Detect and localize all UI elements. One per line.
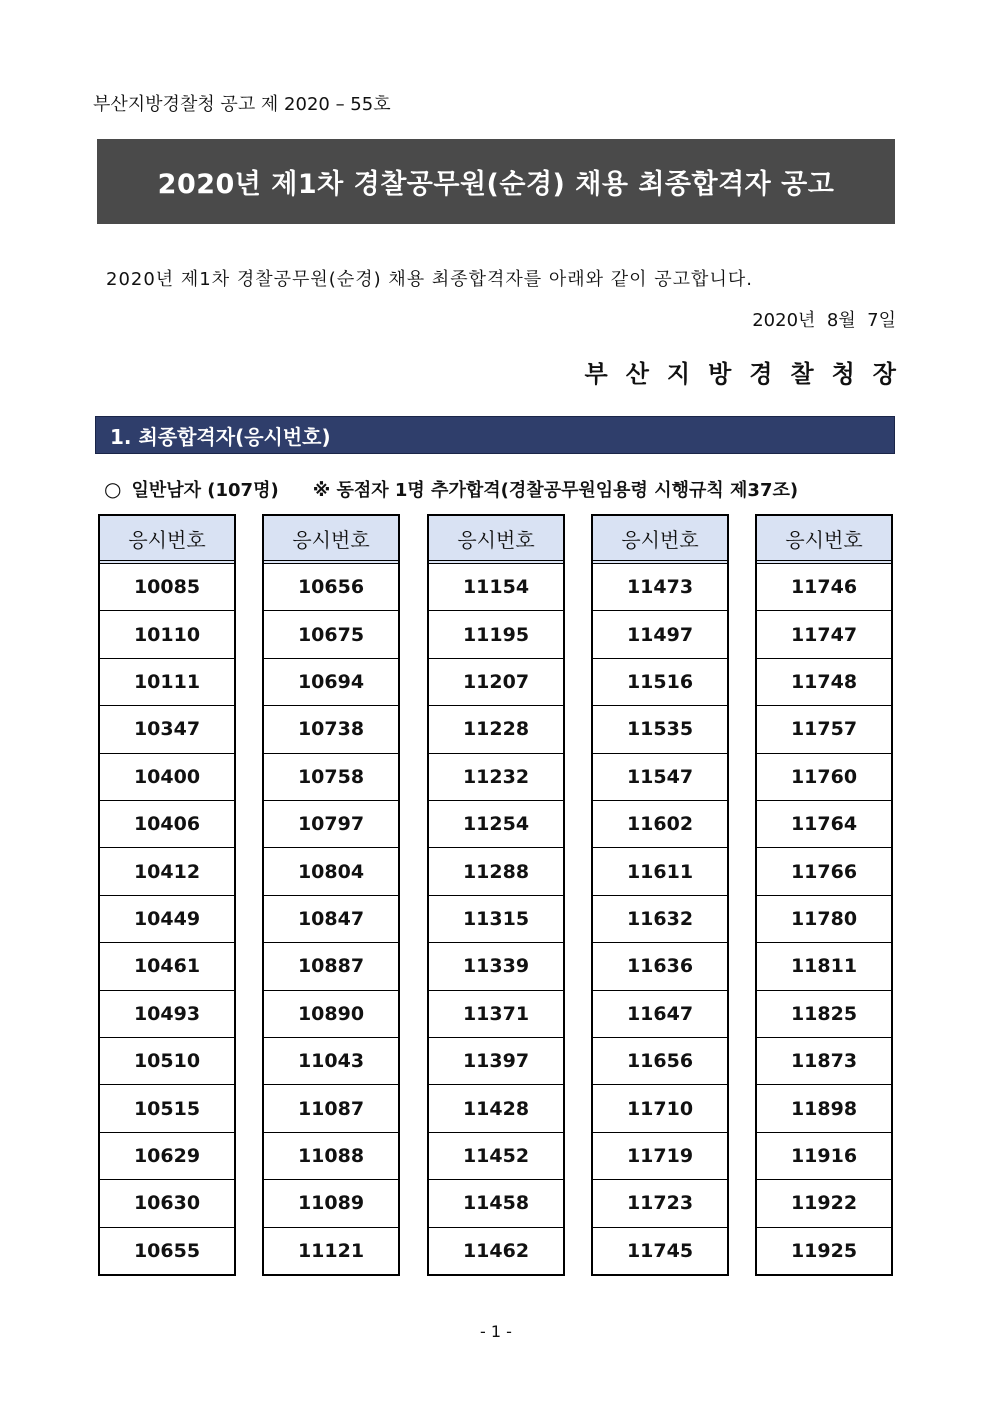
title-banner [97, 139, 895, 224]
candidate-number-cell: 11315 [429, 896, 563, 943]
candidate-number-cell: 11087 [264, 1085, 398, 1132]
candidate-number-cell: 10412 [100, 848, 234, 895]
candidate-number-cell: 11089 [264, 1180, 398, 1227]
candidate-number-cell: 11746 [757, 564, 891, 611]
candidate-number-cell: 11458 [429, 1180, 563, 1227]
candidate-number-cell: 11154 [429, 564, 563, 611]
candidate-number-cell: 11916 [757, 1133, 891, 1180]
candidate-number-cell: 10738 [264, 706, 398, 753]
candidate-number-cell: 11745 [626, 1239, 694, 1262]
intro-text: 2020년 제1차 경찰공무원(순경) 채용 최종합격자를 아래와 같이 공고합니다. [106, 269, 753, 290]
candidate-number-cell: 10656 [264, 564, 398, 611]
candidate-number-cell: 10847 [264, 896, 398, 943]
candidate-number-cell: 10804 [264, 848, 398, 895]
candidate-number-cell: 11232 [429, 754, 563, 801]
candidate-number-cell: 11747 [757, 611, 891, 658]
candidate-number-cell: 10890 [264, 991, 398, 1038]
candidate-number-cell: 11898 [757, 1085, 891, 1132]
candidate-number-cell: 11462 [462, 1239, 530, 1262]
candidate-number-cell: 11925 [790, 1239, 858, 1262]
candidate-number-cell: 11780 [757, 896, 891, 943]
candidate-number-cell: 11757 [757, 706, 891, 753]
group-label: 일반남자 (107명) [131, 480, 279, 501]
candidate-number-cell: 10085 [100, 564, 234, 611]
candidate-number-cell: 10629 [100, 1133, 234, 1180]
candidate-number-cell: 11710 [593, 1085, 727, 1132]
candidate-number-cell: 10449 [100, 896, 234, 943]
column-header: 응시번호 [429, 516, 563, 564]
group-line [104, 476, 894, 502]
candidate-number-cell: 10887 [264, 943, 398, 990]
column-header: 응시번호 [100, 516, 234, 564]
candidate-number-cell: 10347 [100, 706, 234, 753]
candidate-number-cell: 10630 [100, 1180, 234, 1227]
candidate-number-cell: 11473 [593, 564, 727, 611]
circle-bullet-icon: ○ [104, 477, 122, 501]
candidate-table-4 [591, 514, 729, 1276]
candidate-table-5 [755, 514, 893, 1276]
candidate-number-cell: 11922 [757, 1180, 891, 1227]
candidate-number-cell: 10694 [264, 659, 398, 706]
notice-number: 부산지방경찰청 공고 제 2020 – 55호 [93, 94, 391, 115]
candidate-number-cell: 11636 [593, 943, 727, 990]
candidate-number-cell: 11811 [757, 943, 891, 990]
candidate-number-cell: 11497 [593, 611, 727, 658]
column-header: 응시번호 [264, 516, 398, 564]
candidate-number-cell: 11121 [297, 1239, 365, 1262]
group-note: ※ 동점자 1명 추가합격(경찰공무원임용령 시행규칙 제37조) [312, 480, 799, 501]
candidate-table-1 [98, 514, 236, 1276]
candidate-number-cell: 11547 [593, 754, 727, 801]
issuing-authority: 부산지방경찰청장 [584, 360, 914, 388]
candidate-number-cell: 10797 [264, 801, 398, 848]
column-header: 응시번호 [757, 516, 891, 564]
candidate-number-cell: 10515 [100, 1085, 234, 1132]
candidate-number-cell: 11397 [429, 1038, 563, 1085]
section-title: 1. 최종합격자(응시번호) [110, 424, 331, 449]
candidate-number-cell: 10655 [133, 1239, 201, 1262]
candidate-number-cell: 10493 [100, 991, 234, 1038]
candidate-number-cell: 11043 [264, 1038, 398, 1085]
candidate-number-cell: 11288 [429, 848, 563, 895]
candidate-number-cell: 11254 [429, 801, 563, 848]
candidate-number-cell: 11766 [757, 848, 891, 895]
candidate-number-cell: 11452 [429, 1133, 563, 1180]
candidate-number-cell: 11516 [593, 659, 727, 706]
candidate-number-cell: 10675 [264, 611, 398, 658]
candidate-number-cell: 11719 [593, 1133, 727, 1180]
candidate-number-cell: 10400 [100, 754, 234, 801]
candidate-number-cell: 10461 [100, 943, 234, 990]
candidate-number-cell: 11825 [757, 991, 891, 1038]
candidate-number-cell: 11632 [593, 896, 727, 943]
candidate-number-cell: 11873 [757, 1038, 891, 1085]
candidate-table-2 [262, 514, 400, 1276]
candidate-number-cell: 10110 [100, 611, 234, 658]
candidate-number-cell: 11207 [429, 659, 563, 706]
candidate-number-cell: 11611 [593, 848, 727, 895]
candidate-number-cell: 11760 [757, 754, 891, 801]
candidate-number-cell: 11656 [593, 1038, 727, 1085]
candidate-number-cell: 10406 [100, 801, 234, 848]
page-title: 2020년 제1차 경찰공무원(순경) 채용 최종합격자 공고 [157, 169, 835, 200]
candidate-number-cell: 11371 [429, 991, 563, 1038]
page-number: - 1 - [480, 1322, 512, 1341]
candidate-number-cell: 10510 [100, 1038, 234, 1085]
notice-date: 2020년 8월 7일 [752, 310, 896, 331]
candidate-table-3 [427, 514, 565, 1276]
candidate-number-cell: 11723 [593, 1180, 727, 1227]
candidate-number-cell: 11428 [429, 1085, 563, 1132]
candidate-number-cell: 11647 [593, 991, 727, 1038]
candidate-number-cell: 11228 [429, 706, 563, 753]
column-header: 응시번호 [593, 516, 727, 564]
candidate-number-cell: 10111 [100, 659, 234, 706]
candidate-number-cell: 11748 [757, 659, 891, 706]
candidate-number-cell: 11339 [429, 943, 563, 990]
candidate-number-cell: 11764 [757, 801, 891, 848]
candidate-number-cell: 11602 [593, 801, 727, 848]
section-header [95, 416, 895, 454]
candidate-number-cell: 10758 [264, 754, 398, 801]
candidate-number-cell: 11195 [429, 611, 563, 658]
candidate-number-cell: 11088 [264, 1133, 398, 1180]
candidate-number-cell: 11535 [593, 706, 727, 753]
